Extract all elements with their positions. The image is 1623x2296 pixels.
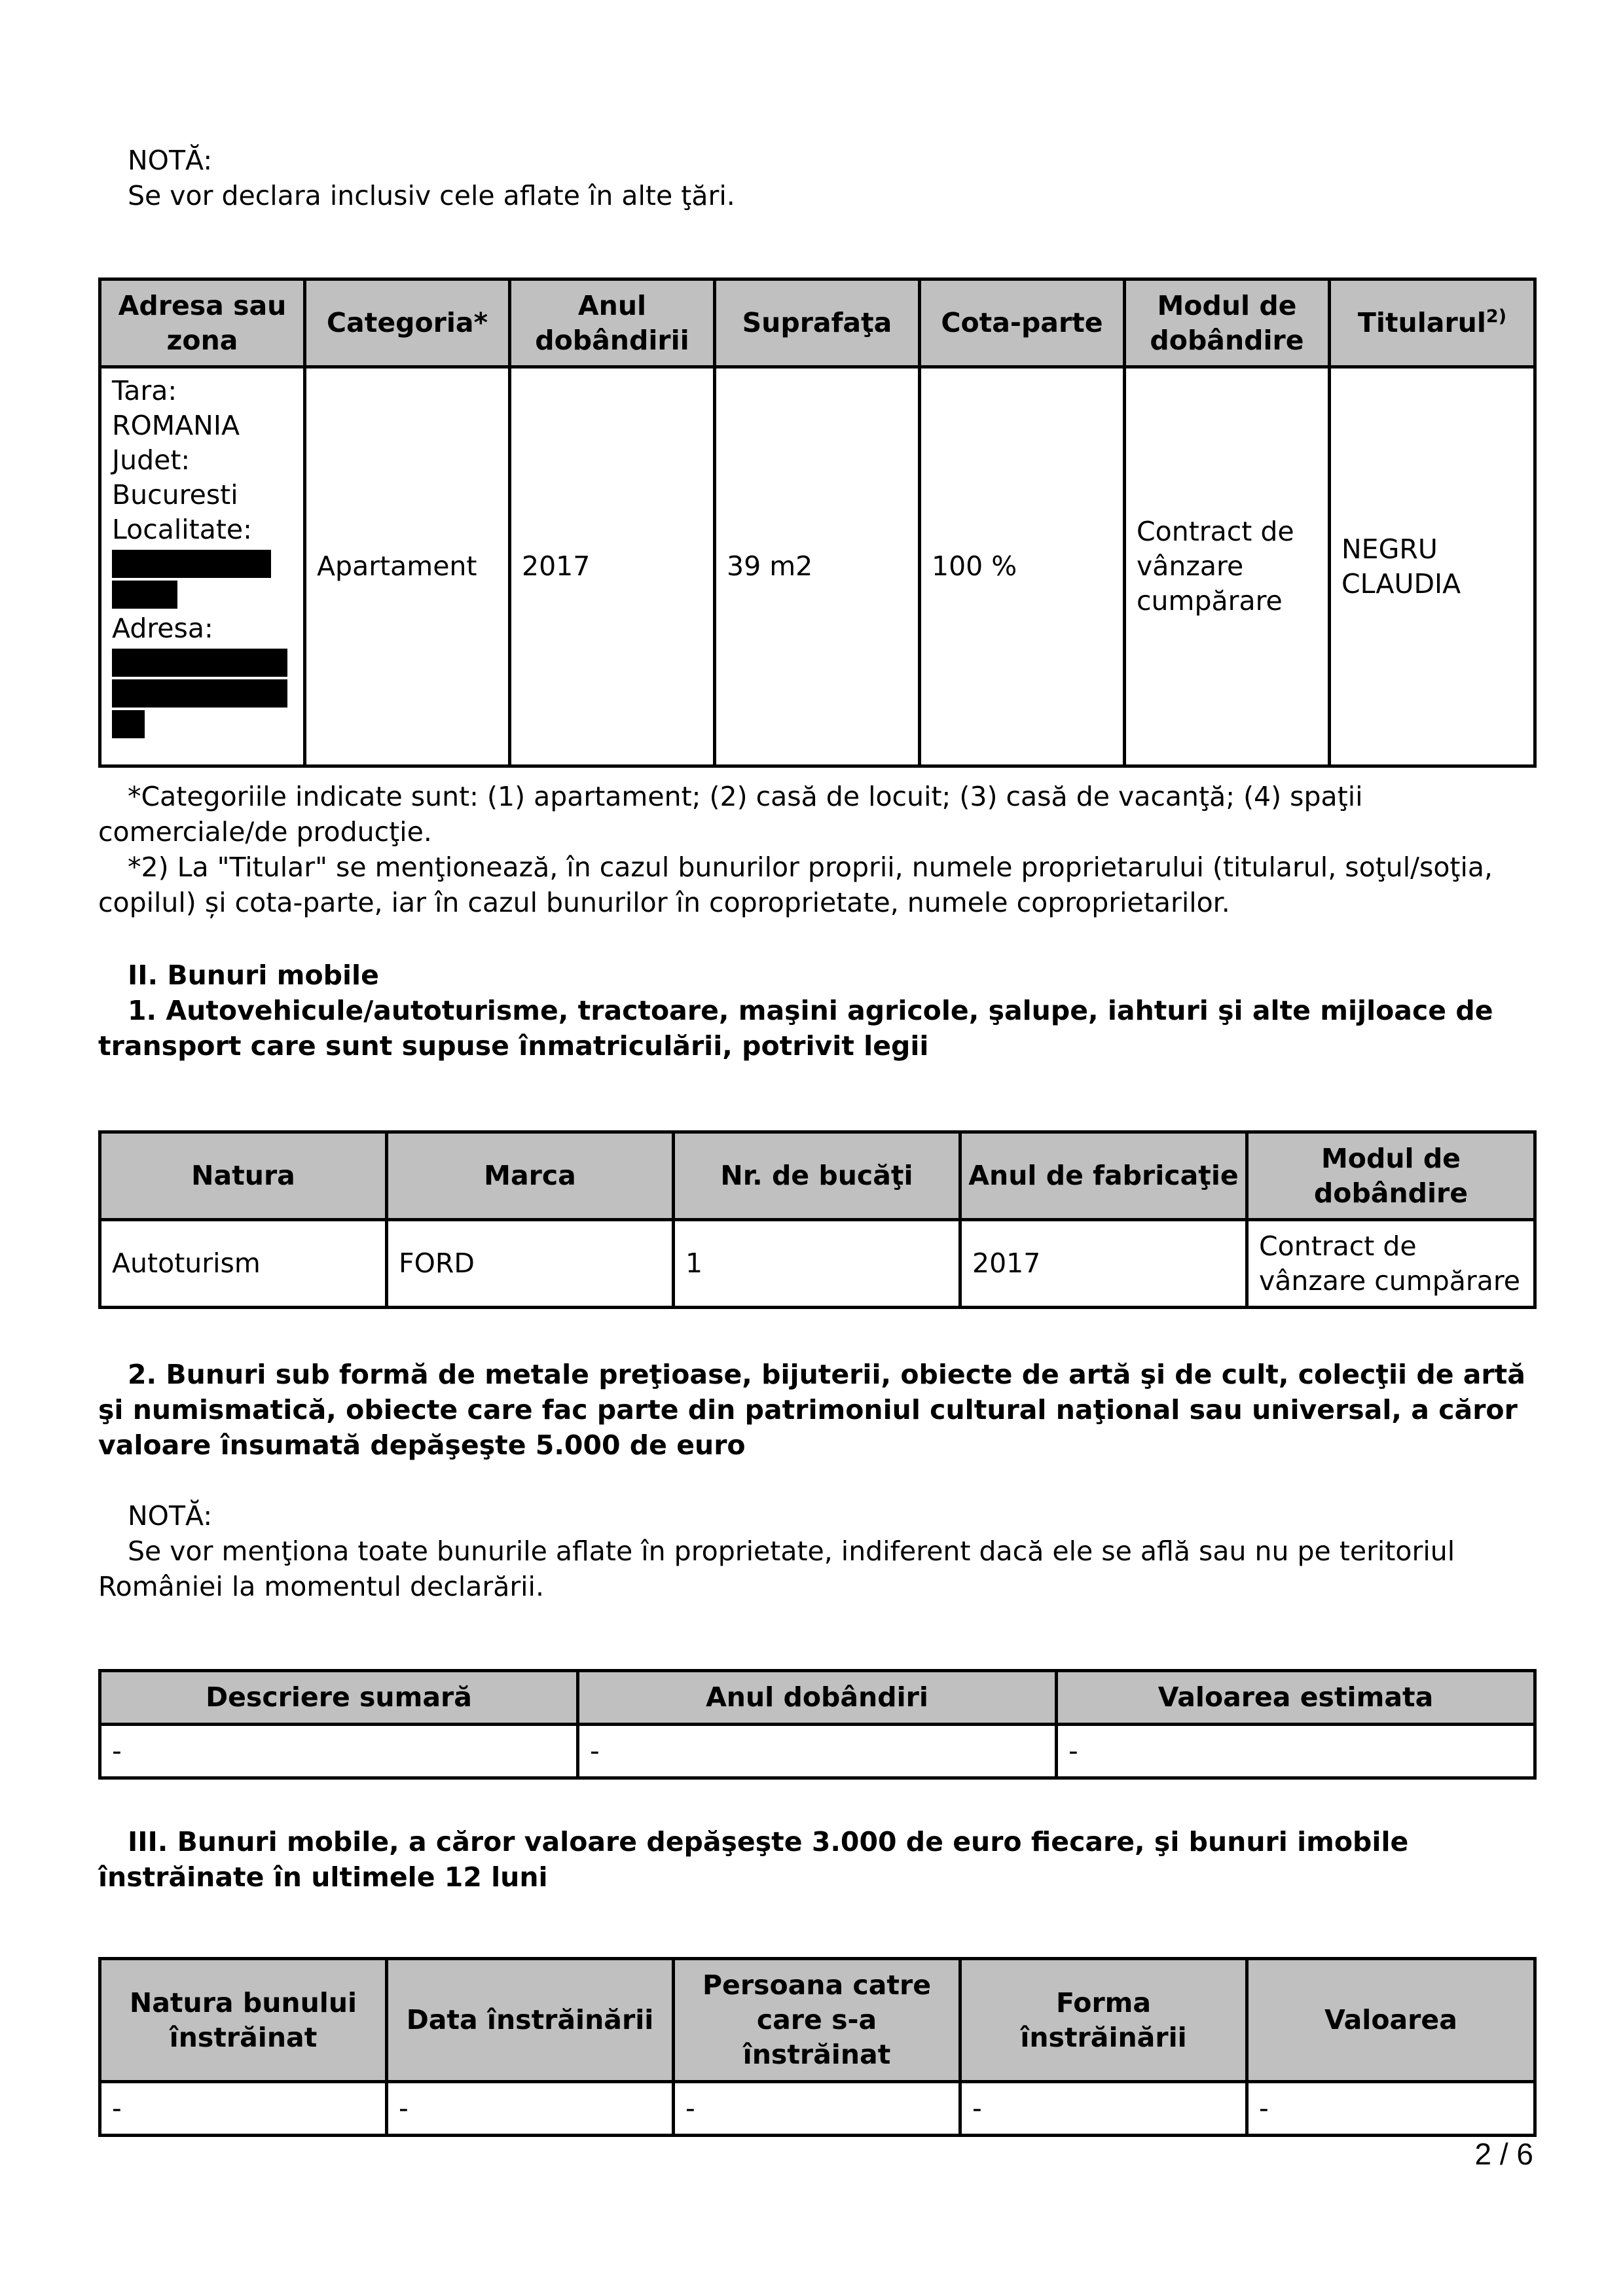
table-cell: - — [387, 2082, 674, 2136]
redaction-block — [112, 649, 287, 677]
redaction-block — [112, 550, 271, 578]
table-cell: - — [100, 1725, 578, 1778]
acquisition-mode-cell: Contract de vânzare cumpărare — [1125, 367, 1330, 766]
subsection-title: 1. Autovehicule/autoturisme, tractoare, maşini agricole, şalupe, iahturi şi alte mijloace de transport care sunt supuse înmatriculării, potrivit legii — [98, 995, 1493, 1062]
table-cell: - — [100, 2082, 387, 2136]
real-estate-table — [98, 278, 1537, 768]
table-cell: 2017 — [960, 1220, 1247, 1308]
footnote-owner: *2) La "Titular" se menţionează, în cazul bunurilor proprii, numele proprietarului (titularul, soţul/soţia, copilul) și cota-parte, iar în cazul bunurilor în coproprietate, numele coproprietarilor. — [98, 852, 1493, 918]
col-header-date: Data înstrăinării — [387, 1959, 674, 2082]
col-header-address: Adresa sau zona — [100, 279, 305, 367]
col-header-asset-nature: Natura bunului înstrăinat — [100, 1959, 387, 2082]
col-header-year: Anul dobândirii — [510, 279, 715, 367]
redaction-block — [112, 710, 145, 738]
table-row — [100, 2082, 1535, 2136]
table-row — [100, 1220, 1535, 1308]
col-header-value: Valoarea estimata — [1057, 1671, 1535, 1725]
area-cell: 39 m2 — [715, 367, 920, 766]
col-header-description: Descriere sumară — [100, 1671, 578, 1725]
subsection-title: 2. Bunuri sub formă de metale preţioase, bijuterii, obiecte de artă şi de cult, colecţii de artă şi numismatică, obiecte care fac parte din patrimoniul cultural naţional sau universal, a căror valoare însumată depăşeşte 5.000 de euro — [98, 1359, 1525, 1461]
valuables-table — [98, 1669, 1537, 1780]
owner-cell: NEGRU CLAUDIA — [1330, 367, 1535, 766]
table-row — [100, 367, 1535, 766]
alienated-assets-table — [98, 1957, 1537, 2137]
col-header-acquisition-mode: Modul de dobândire — [1247, 1132, 1535, 1220]
table-cell: - — [674, 2082, 960, 2136]
redaction-block — [112, 581, 177, 609]
note-text: Se vor menţiona toate bunurile aflate în proprietate, indiferent dacă ele se află sau nu pe teritoriul României la momentul declarării. — [98, 1535, 1455, 1602]
table-cell: FORD — [387, 1220, 674, 1308]
table-cell: Autoturism — [100, 1220, 387, 1308]
section-title: II. Bunuri mobile — [128, 960, 379, 991]
col-header-category: Categoria* — [305, 279, 510, 367]
table-cell: - — [960, 2082, 1247, 2136]
footnote-categories: *Categoriile indicate sunt: (1) apartament; (2) casă de locuit; (3) casă de vacanţă; (4) spaţii comerciale/de producţie. — [98, 781, 1363, 848]
vehicles-table — [98, 1130, 1537, 1309]
table-cell: - — [1057, 1725, 1535, 1778]
col-header-acquisition-mode: Modul de dobândire — [1125, 279, 1330, 367]
table-cell: - — [1247, 2082, 1535, 2136]
address-cell: Tara: ROMANIA Judet: Bucuresti Localitate: Adresa: — [100, 367, 305, 766]
redaction-block — [112, 679, 287, 708]
table-cell: 1 — [674, 1220, 960, 1308]
col-header-owner: Titularul$^{2)}$ — [1330, 279, 1535, 367]
table-cell: Contract de vânzare cumpărare — [1247, 1220, 1535, 1308]
note-text: Se vor declara inclusiv cele aflate în alte ţări. — [128, 180, 735, 211]
col-header-year: Anul dobândiri — [578, 1671, 1057, 1725]
section-title: III. Bunuri mobile, a căror valoare depăşeşte 3.000 de euro fiecare, şi bunuri imobile înstrăinate în ultimele 12 luni — [98, 1826, 1409, 1893]
col-header-count: Nr. de bucăţi — [674, 1132, 960, 1220]
col-header-brand: Marca — [387, 1132, 674, 1220]
note-label: NOTĂ: — [128, 1500, 213, 1532]
col-header-share: Cota-parte — [920, 279, 1125, 367]
col-header-area: Suprafaţa — [715, 279, 920, 367]
table-row — [100, 1725, 1535, 1778]
table-cell: - — [578, 1725, 1057, 1778]
col-header-recipient: Persoana catre care s-a înstrăinat — [674, 1959, 960, 2082]
col-header-form: Forma înstrăinării — [960, 1959, 1247, 2082]
category-cell: Apartament — [305, 367, 510, 766]
col-header-nature: Natura — [100, 1132, 387, 1220]
year-cell: 2017 — [510, 367, 715, 766]
col-header-manufacture-year: Anul de fabricaţie — [960, 1132, 1247, 1220]
note-label: NOTĂ: — [128, 145, 213, 176]
share-cell: 100 % — [920, 367, 1125, 766]
page-number: 2 / 6 — [1474, 2137, 1533, 2171]
col-header-value: Valoarea — [1247, 1959, 1535, 2082]
